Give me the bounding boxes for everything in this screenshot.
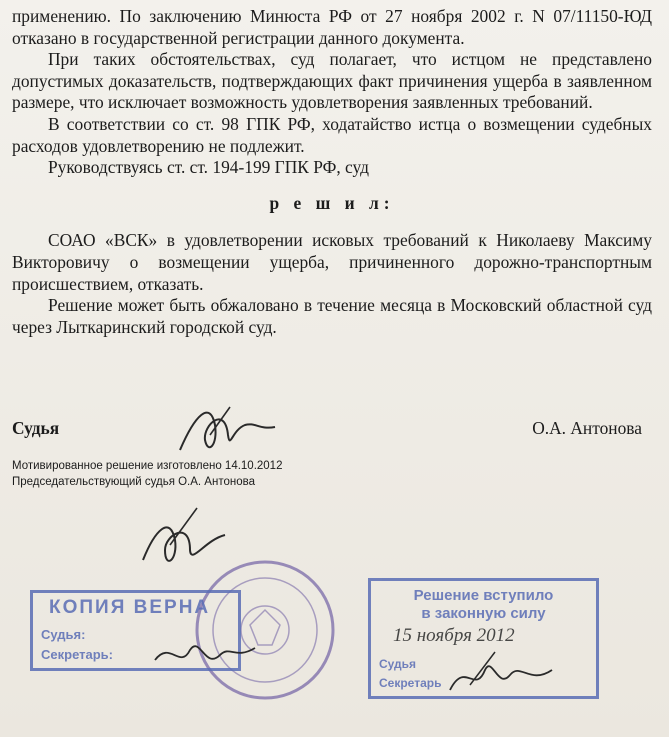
force-title-line1: Решение вступило: [413, 587, 554, 604]
force-title-line2: в законную силу: [421, 605, 546, 622]
paragraph-guided-by: Руководствуясь ст. ст. 194-199 ГПК РФ, суд: [48, 157, 369, 178]
paragraph-appeal: Решение может быть обжаловано в течение месяца в Московский областной суд через Лыткаринский городской суд.: [12, 295, 652, 337]
judge-label: Судья: [12, 418, 60, 438]
force-judge-label: Судья: [379, 657, 417, 671]
copy-secretary-label: Секретарь:: [41, 647, 113, 662]
force-secretary-label: Секретарь: [379, 676, 442, 690]
force-date: 15 ноября 2012: [393, 625, 515, 646]
motivated-decision-note: Мотивированное решение изготовлено 14.10.2012: [12, 460, 283, 472]
paragraph-expenses: В соответствии со ст. 98 ГПК РФ, ходатайство истца о возмещении судебных расходов удовлетворению не подлежит.: [12, 113, 652, 156]
copy-judge-label: Судья:: [41, 627, 86, 642]
paragraph-ruling: СОАО «ВСК» в удовлетворении исковых требований к Николаеву Максиму Викторовичу о возмещении ущерба, причиненного дорожно-транспортным происшествием, отказать.: [12, 230, 652, 294]
judge-signature-icon: [170, 395, 280, 465]
paragraph-evidence: При таких обстоятельствах, суд полагает, что истцом не представлено допустимых доказательств, подтверждающих факт причинения ущерба в заявленном размере, что исключает возможность удовлетворения заявленных требований.: [12, 49, 652, 113]
presiding-judge-note: Председательствующий судья О.А. Антонова: [12, 476, 255, 488]
force-stamp-signature-icon: [440, 640, 560, 710]
copy-stamp-signature-icon: [150, 630, 260, 680]
decision-text: [12, 6, 652, 338]
judge-name: О.А. Антонова: [532, 418, 642, 438]
decided-heading: р е ш и л:: [269, 192, 395, 213]
copy-true-title: КОПИЯ ВЕРНА: [49, 597, 211, 618]
paragraph-registration: применению. По заключению Минюста РФ от 27 ноября 2002 г. N 07/11150-ЮД отказано в государственной регистрации данного документа.: [12, 6, 652, 48]
